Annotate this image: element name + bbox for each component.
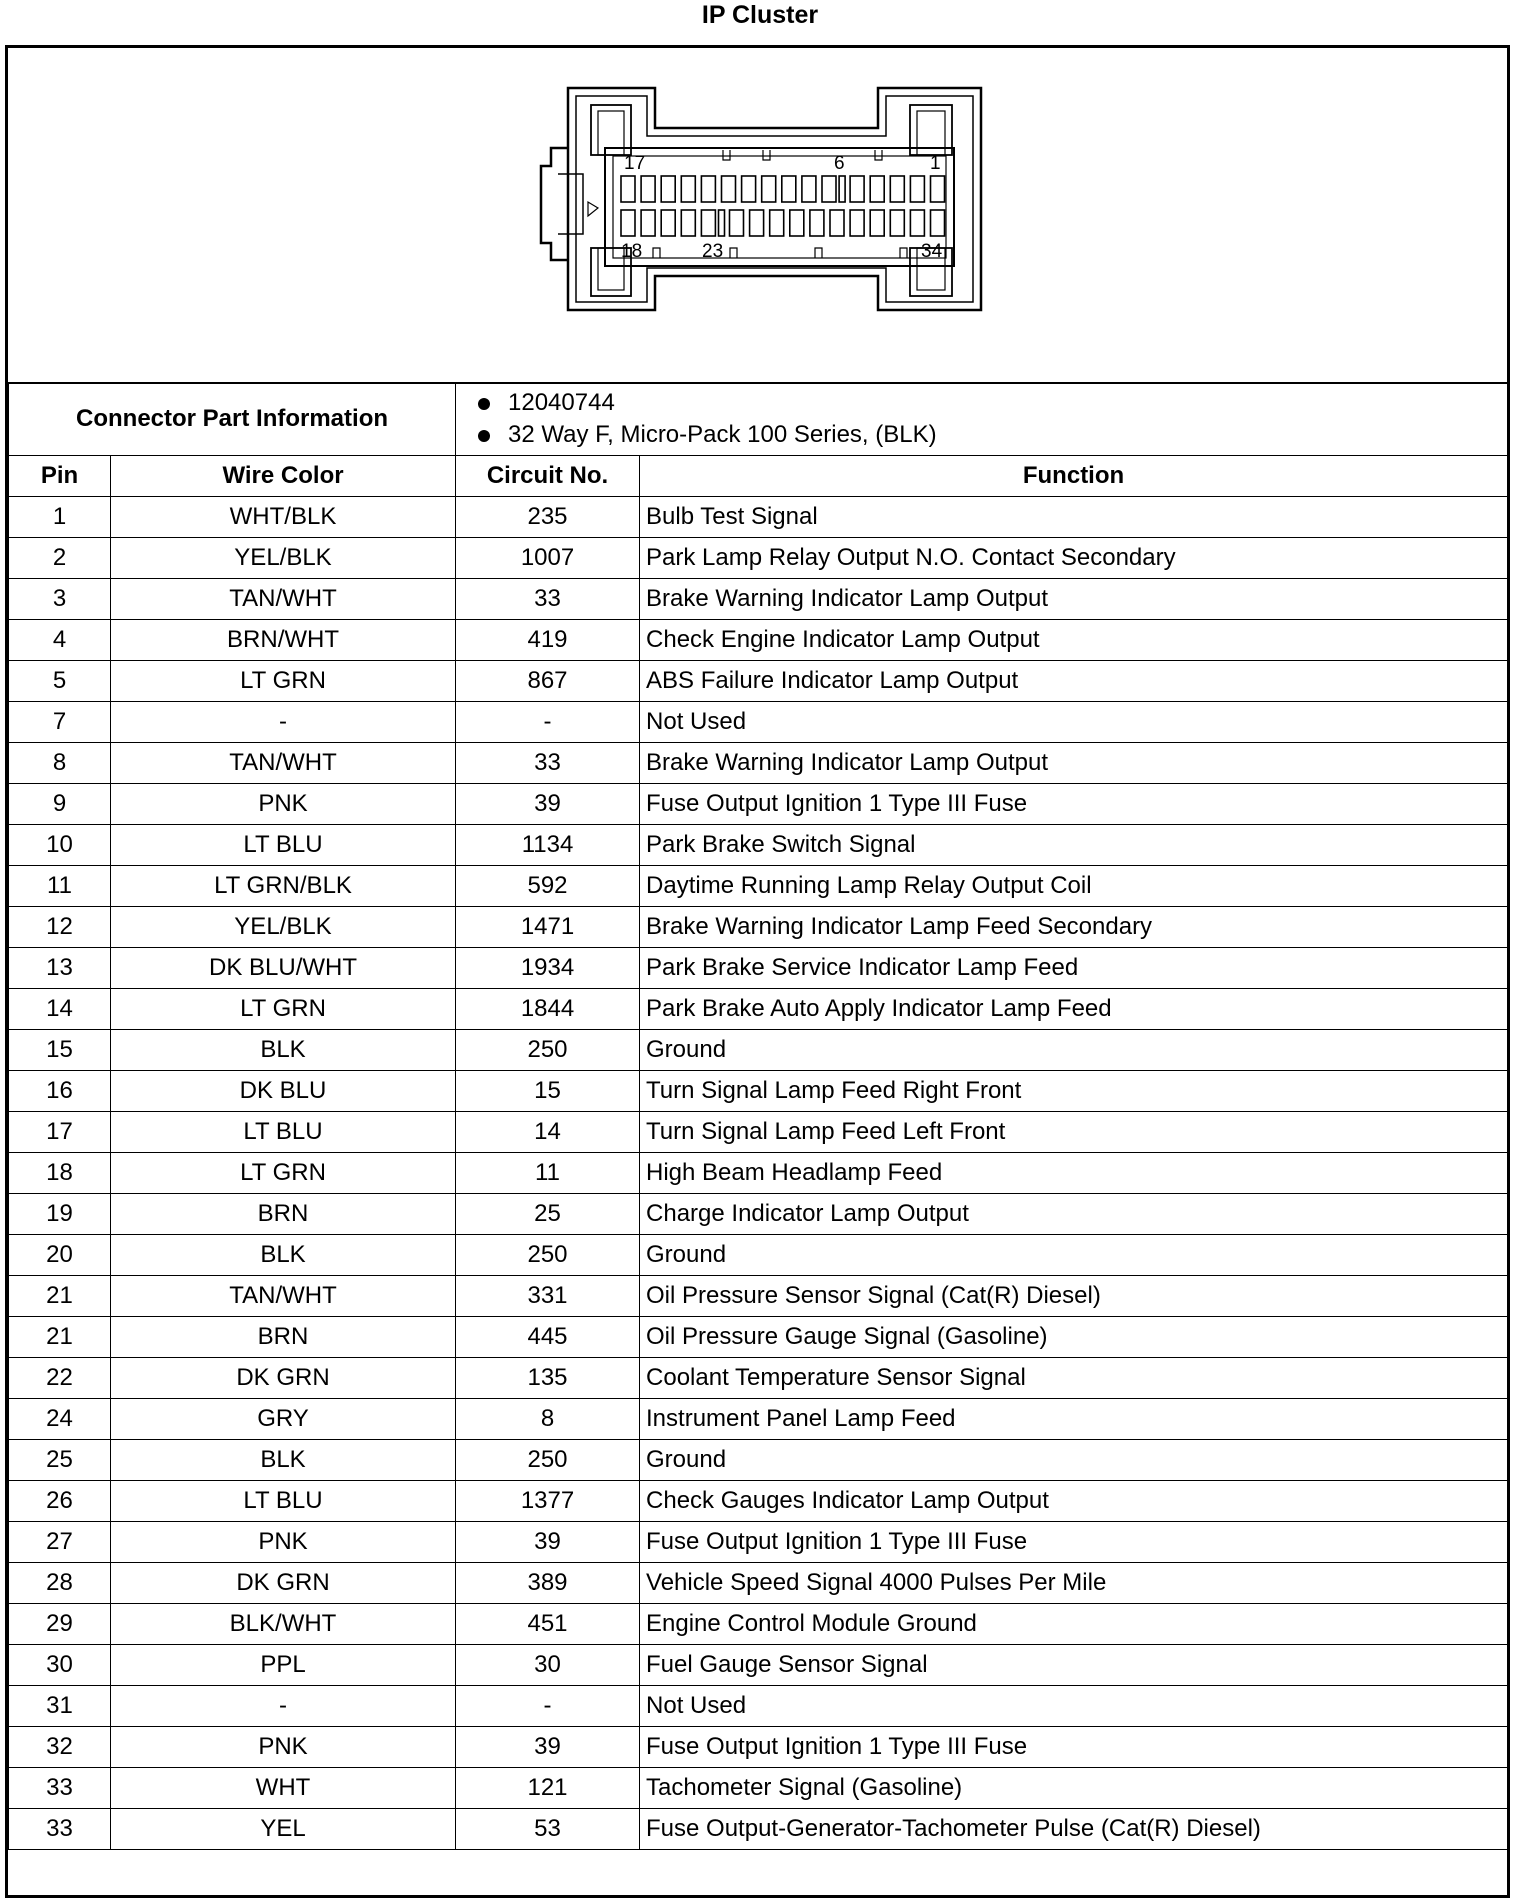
connector-face-drawing [8,48,1507,382]
table-row [9,1604,1508,1645]
cell-function: Fuel Gauge Sensor Signal [640,1645,1508,1686]
cell-function: Fuse Output Ignition 1 Type III Fuse [640,1522,1508,1563]
cell-function: Park Lamp Relay Output N.O. Contact Secondary [640,538,1508,579]
cell-pin: 21 [9,1276,111,1317]
cell-wire-color: WHT/BLK [111,497,456,538]
cell-wire-color: LT GRN [111,989,456,1030]
table-row [9,579,1508,620]
cell-pin: 7 [9,702,111,743]
cell-function: Engine Control Module Ground [640,1604,1508,1645]
pin-cavity-top [782,176,796,202]
cell-circuit: 451 [456,1604,640,1645]
pin-cavity-key-top [839,176,845,202]
cell-circuit: 250 [456,1030,640,1071]
connector-info-list [456,383,1508,456]
cell-function: Charge Indicator Lamp Output [640,1194,1508,1235]
cell-circuit: - [456,1686,640,1727]
table-row [9,743,1508,784]
pin-cavity-bottom [681,210,695,236]
table-row [9,1645,1508,1686]
cell-pin: 18 [9,1153,111,1194]
cell-wire-color: DK BLU/WHT [111,948,456,989]
pin-cavity-top [850,176,864,202]
table-row [9,1276,1508,1317]
cell-circuit: 250 [456,1235,640,1276]
cell-wire-color: BLK [111,1030,456,1071]
table-row [9,1112,1508,1153]
cell-circuit: 1844 [456,989,640,1030]
cell-pin: 16 [9,1071,111,1112]
cell-pin: 24 [9,1399,111,1440]
table-row [9,1522,1508,1563]
cell-function: ABS Failure Indicator Lamp Output [640,661,1508,702]
table-row [9,1030,1508,1071]
table-row [9,620,1508,661]
table-row [9,866,1508,907]
pin-cavity-top [641,176,655,202]
table-row [9,1563,1508,1604]
cell-circuit: 11 [456,1153,640,1194]
cell-wire-color: DK GRN [111,1358,456,1399]
cell-function: Brake Warning Indicator Lamp Output [640,743,1508,784]
cell-wire-color: LT GRN [111,1153,456,1194]
cell-circuit: 8 [456,1399,640,1440]
cell-pin: 20 [9,1235,111,1276]
cell-function: Coolant Temperature Sensor Signal [640,1358,1508,1399]
cell-circuit: 39 [456,1522,640,1563]
pin-cavity-bottom [870,210,884,236]
cell-function: Daytime Running Lamp Relay Output Coil [640,866,1508,907]
cell-circuit: 25 [456,1194,640,1235]
table-row [9,1317,1508,1358]
pin-cavity-top [931,176,945,202]
bullet-icon [478,430,490,442]
cell-function: Not Used [640,1686,1508,1727]
cell-function: Turn Signal Lamp Feed Right Front [640,1071,1508,1112]
table-row [9,907,1508,948]
cell-function: Fuse Output Ignition 1 Type III Fuse [640,1727,1508,1768]
pin-cavity-bottom [810,210,824,236]
cell-pin: 9 [9,784,111,825]
cell-function: Park Brake Switch Signal [640,825,1508,866]
connector-info-item: 32 Way F, Micro-Pack 100 Series, (BLK) [478,419,1507,451]
cell-pin: 3 [9,579,111,620]
table-row [9,1358,1508,1399]
connector-info-item: 12040744 [478,387,1507,419]
cell-function: Instrument Panel Lamp Feed [640,1399,1508,1440]
cell-wire-color: PPL [111,1645,456,1686]
pin-cavity-bottom [890,210,904,236]
cell-wire-color: LT BLU [111,1112,456,1153]
cell-wire-color: BLK [111,1235,456,1276]
cell-wire-color: LT GRN [111,661,456,702]
pin-cavity-top [890,176,904,202]
cell-circuit: 1007 [456,538,640,579]
cell-function: Oil Pressure Sensor Signal (Cat(R) Diesel) [640,1276,1508,1317]
cell-function: Vehicle Speed Signal 4000 Pulses Per Mile [640,1563,1508,1604]
cell-function: Fuse Output-Generator-Tachometer Pulse (Cat(R) Diesel) [640,1809,1508,1850]
table-row [9,1727,1508,1768]
pin-cavity-top [870,176,884,202]
connector-info-label: Connector Part Information [9,383,456,456]
pin-cavity-top [722,176,736,202]
cell-circuit: 33 [456,743,640,784]
cell-circuit: 592 [456,866,640,907]
cell-wire-color: BRN/WHT [111,620,456,661]
connector-diagram [8,48,1507,384]
cell-function: Ground [640,1235,1508,1276]
cell-circuit: 14 [456,1112,640,1153]
cell-circuit: 39 [456,1727,640,1768]
cell-pin: 33 [9,1809,111,1850]
pin-cavity-top [621,176,635,202]
cell-wire-color: YEL/BLK [111,538,456,579]
cell-pin: 8 [9,743,111,784]
cell-function: Check Engine Indicator Lamp Output [640,620,1508,661]
cell-pin: 5 [9,661,111,702]
cell-wire-color: GRY [111,1399,456,1440]
header-function: Function [640,456,1508,497]
cell-wire-color: TAN/WHT [111,579,456,620]
cell-pin: 10 [9,825,111,866]
cell-wire-color: DK BLU [111,1071,456,1112]
pin-cavity-top [822,176,836,202]
cell-circuit: 867 [456,661,640,702]
cell-function: Ground [640,1030,1508,1071]
cell-wire-color: - [111,702,456,743]
cell-circuit: 419 [456,620,640,661]
pin-cavity-bottom [661,210,675,236]
cell-wire-color: PNK [111,1522,456,1563]
cell-function: High Beam Headlamp Feed [640,1153,1508,1194]
cell-circuit: 135 [456,1358,640,1399]
cell-function: Park Brake Service Indicator Lamp Feed [640,948,1508,989]
cell-wire-color: TAN/WHT [111,1276,456,1317]
table-row [9,989,1508,1030]
cell-wire-color: DK GRN [111,1563,456,1604]
pin-cavity-bottom [621,210,635,236]
table-row [9,1440,1508,1481]
cell-function: Fuse Output Ignition 1 Type III Fuse [640,784,1508,825]
table-row [9,1686,1508,1727]
cell-pin: 25 [9,1440,111,1481]
cell-wire-color: LT BLU [111,1481,456,1522]
cell-function: Brake Warning Indicator Lamp Output [640,579,1508,620]
cell-pin: 33 [9,1768,111,1809]
cell-pin: 30 [9,1645,111,1686]
cell-circuit: - [456,702,640,743]
table-row [9,1809,1508,1850]
header-wire-color: Wire Color [111,456,456,497]
table-row [9,1071,1508,1112]
pin-cavity-bottom [790,210,804,236]
cell-circuit: 121 [456,1768,640,1809]
cell-wire-color: BLK [111,1440,456,1481]
cell-pin: 12 [9,907,111,948]
cell-pin: 32 [9,1727,111,1768]
cell-circuit: 15 [456,1071,640,1112]
pin-cavity-bottom [750,210,764,236]
cell-wire-color: - [111,1686,456,1727]
cell-circuit: 1471 [456,907,640,948]
connector-sheet [5,45,1510,1898]
table-row [9,661,1508,702]
pin-label-23: 23 [702,241,724,262]
pin-cavity-bottom [641,210,655,236]
cell-wire-color: YEL [111,1809,456,1850]
table-header-row [9,456,1508,497]
pin-label-17: 17 [624,153,646,174]
pin-label-18: 18 [621,241,643,262]
cell-function: Brake Warning Indicator Lamp Feed Secondary [640,907,1508,948]
page-title: IP Cluster [701,1,819,29]
pin-cavity-top [701,176,715,202]
cell-pin: 1 [9,497,111,538]
cell-circuit: 39 [456,784,640,825]
cell-circuit: 445 [456,1317,640,1358]
cell-function: Tachometer Signal (Gasoline) [640,1768,1508,1809]
table-row [9,538,1508,579]
pin-cavity-top [802,176,816,202]
pin-label-34: 34 [921,241,943,262]
connector-info-row [9,383,1508,456]
cell-pin: 26 [9,1481,111,1522]
cell-pin: 31 [9,1686,111,1727]
cell-pin: 28 [9,1563,111,1604]
table-row [9,948,1508,989]
cell-pin: 14 [9,989,111,1030]
cell-function: Ground [640,1440,1508,1481]
table-row [9,825,1508,866]
pin-cavity-bottom [770,210,784,236]
bullet-icon [478,398,490,410]
table-row [9,1194,1508,1235]
cell-pin: 15 [9,1030,111,1071]
pin-cavity-key-bottom [719,210,725,236]
pin-cavity-top [910,176,924,202]
cell-function: Oil Pressure Gauge Signal (Gasoline) [640,1317,1508,1358]
cell-wire-color: BLK/WHT [111,1604,456,1645]
cell-pin: 4 [9,620,111,661]
cell-circuit: 250 [456,1440,640,1481]
cell-circuit: 389 [456,1563,640,1604]
table-row [9,1153,1508,1194]
table-row [9,702,1508,743]
cell-function: Check Gauges Indicator Lamp Output [640,1481,1508,1522]
table-row [9,784,1508,825]
cell-circuit: 30 [456,1645,640,1686]
cell-wire-color: YEL/BLK [111,907,456,948]
cell-wire-color: BRN [111,1194,456,1235]
table-row [9,497,1508,538]
cell-circuit: 53 [456,1809,640,1850]
header-circuit: Circuit No. [456,456,640,497]
pinout-table [8,382,1508,1850]
table-row [9,1399,1508,1440]
cell-function: Bulb Test Signal [640,497,1508,538]
cell-pin: 21 [9,1317,111,1358]
cell-circuit: 1377 [456,1481,640,1522]
table-row [9,1768,1508,1809]
pin-cavity-top [681,176,695,202]
cell-pin: 29 [9,1604,111,1645]
pin-cavity-bottom [931,210,945,236]
pin-label-1: 1 [930,153,941,174]
cell-wire-color: WHT [111,1768,456,1809]
cell-wire-color: PNK [111,1727,456,1768]
cell-circuit: 235 [456,497,640,538]
pin-cavity-bottom [830,210,844,236]
pin-cavity-bottom [910,210,924,236]
cell-wire-color: LT GRN/BLK [111,866,456,907]
table-row [9,1235,1508,1276]
cell-pin: 2 [9,538,111,579]
cell-wire-color: BRN [111,1317,456,1358]
cell-wire-color: TAN/WHT [111,743,456,784]
pin-cavity-bottom [850,210,864,236]
pin-cavity-bottom [730,210,744,236]
cell-pin: 13 [9,948,111,989]
cell-pin: 17 [9,1112,111,1153]
cell-wire-color: LT BLU [111,825,456,866]
cell-wire-color: PNK [111,784,456,825]
cell-pin: 11 [9,866,111,907]
cell-pin: 27 [9,1522,111,1563]
cell-function: Park Brake Auto Apply Indicator Lamp Feed [640,989,1508,1030]
cell-function: Turn Signal Lamp Feed Left Front [640,1112,1508,1153]
pin-cavity-top [661,176,675,202]
table-row [9,1481,1508,1522]
cell-pin: 22 [9,1358,111,1399]
pin-cavity-top [762,176,776,202]
pin-label-6: 6 [834,153,845,174]
header-pin: Pin [9,456,111,497]
pin-cavity-bottom [701,210,715,236]
cell-circuit: 1134 [456,825,640,866]
cell-function: Not Used [640,702,1508,743]
cell-pin: 19 [9,1194,111,1235]
cell-circuit: 1934 [456,948,640,989]
cell-circuit: 331 [456,1276,640,1317]
cell-circuit: 33 [456,579,640,620]
pin-cavity-top [742,176,756,202]
